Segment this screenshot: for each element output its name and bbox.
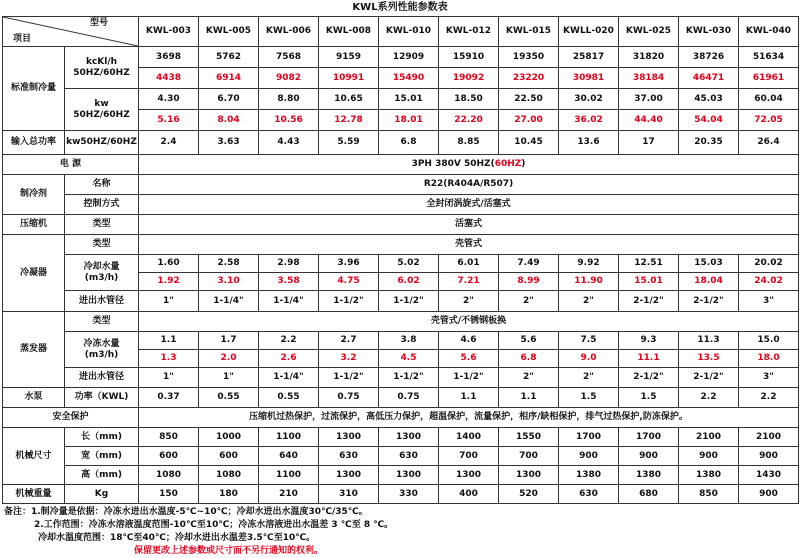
table-row bbox=[3, 155, 799, 175]
value-cell: 0.37 bbox=[139, 388, 199, 408]
value-cell: 1550 bbox=[499, 428, 559, 447]
note-1: 备注：1.制冷量是依据：冷冻水进出水温度-5℃~10℃；冷却水进出水温度30℃/35℃。 bbox=[4, 507, 368, 517]
model-header: KWL-040 bbox=[739, 17, 799, 47]
value-cell: 18.01 bbox=[379, 110, 439, 131]
value-cell: 1.1 bbox=[139, 332, 199, 350]
table-row bbox=[3, 131, 799, 155]
value-cell: 44.40 bbox=[619, 110, 679, 131]
value-cell: 9.3 bbox=[619, 332, 679, 350]
value-cell: 10.45 bbox=[499, 131, 559, 155]
value-cell: 680 bbox=[619, 485, 679, 504]
value-cell: 4.75 bbox=[319, 273, 379, 291]
unit-label: Kg bbox=[65, 485, 139, 504]
sub-label: 类型 bbox=[65, 235, 139, 255]
supply-end: ) bbox=[521, 159, 526, 169]
value-cell: 3" bbox=[739, 368, 799, 388]
value-cell: 31820 bbox=[619, 47, 679, 68]
value-cell: 2.2 bbox=[739, 388, 799, 408]
value-cell: 30981 bbox=[559, 68, 619, 89]
value-cell: 1.1 bbox=[439, 388, 499, 408]
value-cell: 61961 bbox=[739, 68, 799, 89]
value-cell: 11.1 bbox=[619, 350, 679, 368]
sub-label: 冷却水量 (m3/h) bbox=[65, 255, 139, 291]
value-cell: 4.43 bbox=[259, 131, 319, 155]
value-cell: 5.59 bbox=[319, 131, 379, 155]
value-cell: 23220 bbox=[499, 68, 559, 89]
value-cell: 6.8 bbox=[379, 131, 439, 155]
row-label: 电 源 bbox=[3, 155, 139, 175]
row-label: 机械重量 bbox=[3, 485, 65, 504]
table-row bbox=[3, 485, 799, 504]
value-cell: 1-1/2" bbox=[319, 368, 379, 388]
value-cell: 3.8 bbox=[379, 332, 439, 350]
value-cell: 12.51 bbox=[619, 255, 679, 273]
value-cell: 2-1/2" bbox=[619, 291, 679, 312]
value-cell: 1380 bbox=[619, 466, 679, 485]
value-cell: 2" bbox=[559, 291, 619, 312]
value-cell: 6.02 bbox=[379, 273, 439, 291]
value-cell: 60.04 bbox=[739, 89, 799, 110]
value-cell: 1-1/4" bbox=[259, 291, 319, 312]
value-cell: 10.65 bbox=[319, 89, 379, 110]
value-cell: 3.2 bbox=[319, 350, 379, 368]
value-cell: 3.10 bbox=[199, 273, 259, 291]
row-label: 蒸发器 bbox=[3, 312, 65, 388]
value-cell: 150 bbox=[139, 485, 199, 504]
sub-label: 进出水管径 bbox=[65, 291, 139, 312]
value-cell: 6.01 bbox=[439, 255, 499, 273]
value-cell: 1" bbox=[199, 368, 259, 388]
value-cell: 25817 bbox=[559, 47, 619, 68]
row-label: 输入总功率 bbox=[3, 131, 65, 155]
value-cell: 13.6 bbox=[559, 131, 619, 155]
sub-label: 冷冻水量 (m3/h) bbox=[65, 332, 139, 368]
value-cell: 15.01 bbox=[619, 273, 679, 291]
value-cell: 1300 bbox=[439, 466, 499, 485]
value-cell: 5.16 bbox=[139, 110, 199, 131]
value-cell: 7.21 bbox=[439, 273, 499, 291]
value-cell: 18.04 bbox=[679, 273, 739, 291]
value-cell: 1-1/4" bbox=[199, 291, 259, 312]
value-cell: 1-1/2" bbox=[379, 291, 439, 312]
value-cell: 1.5 bbox=[619, 388, 679, 408]
value-cell: 2.4 bbox=[139, 131, 199, 155]
table-row bbox=[3, 368, 799, 388]
value-cell: 36.02 bbox=[559, 110, 619, 131]
note-3: 冷却水温度范围：18℃至40℃；冷却水进出水温差3.5℃至10℃。 bbox=[38, 533, 316, 543]
value-cell: 6.8 bbox=[499, 350, 559, 368]
table-row bbox=[3, 388, 799, 408]
table-row bbox=[3, 47, 799, 68]
model-header: KWL-030 bbox=[679, 17, 739, 47]
value-cell: 5.6 bbox=[499, 332, 559, 350]
value-cell: 210 bbox=[259, 485, 319, 504]
value-cell: 900 bbox=[679, 447, 739, 466]
value-cell: 2100 bbox=[679, 428, 739, 447]
note-warning: 保留更改上述参数或尺寸而不另行通知的权利。 bbox=[134, 546, 324, 556]
value-cell: 180 bbox=[199, 485, 259, 504]
model-header: KWL-008 bbox=[319, 17, 379, 47]
value-cell: 15.03 bbox=[679, 255, 739, 273]
merged-value: 全封闭涡旋式/活塞式 bbox=[139, 195, 799, 215]
value-cell: 27.00 bbox=[499, 110, 559, 131]
sub-label: 宽（mm) bbox=[65, 447, 139, 466]
value-cell: 1100 bbox=[259, 428, 319, 447]
merged-value: 壳管式/不锈钢板换 bbox=[139, 312, 799, 332]
value-cell: 600 bbox=[139, 447, 199, 466]
row-label: 压缩机 bbox=[3, 215, 65, 235]
value-cell: 2-1/2" bbox=[679, 291, 739, 312]
value-cell: 11.3 bbox=[679, 332, 739, 350]
value-cell: 1000 bbox=[199, 428, 259, 447]
value-cell: 5.02 bbox=[379, 255, 439, 273]
supply-main: 3PH 380V 50HZ( bbox=[411, 159, 495, 169]
value-cell: 12909 bbox=[379, 47, 439, 68]
value-cell: 900 bbox=[739, 485, 799, 504]
model-header: KWL-010 bbox=[379, 17, 439, 47]
value-cell: 15.01 bbox=[379, 89, 439, 110]
value-cell: 5762 bbox=[199, 47, 259, 68]
value-cell: 15490 bbox=[379, 68, 439, 89]
value-cell: 54.04 bbox=[679, 110, 739, 131]
value-cell: 8.80 bbox=[259, 89, 319, 110]
value-cell: 38726 bbox=[679, 47, 739, 68]
value-cell: 1300 bbox=[379, 428, 439, 447]
value-cell: 7.5 bbox=[559, 332, 619, 350]
value-cell: 15910 bbox=[439, 47, 499, 68]
sub-label: 高（mm) bbox=[65, 466, 139, 485]
value-cell: 4438 bbox=[139, 68, 199, 89]
value-cell: 24.02 bbox=[739, 273, 799, 291]
value-cell: 2.2 bbox=[259, 332, 319, 350]
value-cell: 630 bbox=[319, 447, 379, 466]
table-row bbox=[3, 175, 799, 195]
value-cell: 3.96 bbox=[319, 255, 379, 273]
value-cell: 1080 bbox=[199, 466, 259, 485]
row-label: 机械尺寸 bbox=[3, 428, 65, 485]
value-cell: 2.6 bbox=[259, 350, 319, 368]
supply-alt-frequency: 60HZ bbox=[494, 159, 522, 169]
value-cell: 19092 bbox=[439, 68, 499, 89]
value-cell: 30.02 bbox=[559, 89, 619, 110]
value-cell: 700 bbox=[499, 447, 559, 466]
value-cell: 1-1/2" bbox=[319, 291, 379, 312]
page-title: KWL系列性能参数表 bbox=[352, 2, 448, 13]
table-row bbox=[3, 89, 799, 110]
value-cell: 72.05 bbox=[739, 110, 799, 131]
supply-value bbox=[139, 155, 799, 175]
row-label: 安全保护 bbox=[3, 408, 139, 428]
value-cell: 1380 bbox=[679, 466, 739, 485]
value-cell: 6914 bbox=[199, 68, 259, 89]
value-cell: 18.50 bbox=[439, 89, 499, 110]
value-cell: 10991 bbox=[319, 68, 379, 89]
row-label: 标准制冷量 bbox=[3, 47, 65, 131]
value-cell: 10.56 bbox=[259, 110, 319, 131]
item-header-label: 项目 bbox=[13, 34, 32, 44]
spec-table bbox=[2, 16, 799, 504]
value-cell: 37.00 bbox=[619, 89, 679, 110]
value-cell: 8.99 bbox=[499, 273, 559, 291]
value-cell: 700 bbox=[439, 447, 499, 466]
value-cell: 2-1/2" bbox=[619, 368, 679, 388]
value-cell: 9159 bbox=[319, 47, 379, 68]
value-cell: 1.1 bbox=[499, 388, 559, 408]
value-cell: 22.50 bbox=[499, 89, 559, 110]
value-cell: 310 bbox=[319, 485, 379, 504]
value-cell: 3" bbox=[739, 291, 799, 312]
unit-label: kcKl/h 50HZ/60HZ bbox=[65, 47, 139, 89]
value-cell: 520 bbox=[499, 485, 559, 504]
value-cell: 5.6 bbox=[439, 350, 499, 368]
value-cell: 1.92 bbox=[139, 273, 199, 291]
merged-value: 压缩机过热保护，过流保护，高低压力保护，超温保护，流量保护，相序/缺相保护，排气过热保护,防冻保护。 bbox=[139, 408, 799, 428]
header-diagonal-cell bbox=[3, 17, 139, 47]
value-cell: 9082 bbox=[259, 68, 319, 89]
model-header: KWL-025 bbox=[619, 17, 679, 47]
sub-label: 进出水管径 bbox=[65, 368, 139, 388]
value-cell: 1-1/2" bbox=[379, 368, 439, 388]
value-cell: 9.92 bbox=[559, 255, 619, 273]
model-header: KWL-005 bbox=[199, 17, 259, 47]
value-cell: 9.0 bbox=[559, 350, 619, 368]
value-cell: 20.02 bbox=[739, 255, 799, 273]
value-cell: 1700 bbox=[619, 428, 679, 447]
value-cell: 2" bbox=[499, 368, 559, 388]
value-cell: 19350 bbox=[499, 47, 559, 68]
model-header-label: 型号 bbox=[89, 18, 108, 28]
note-2: 2.工作范围：冷冻水溶液温度范围-10℃至10℃；冷冻水溶液进出水温差 3 ℃至 8 ℃。 bbox=[34, 520, 394, 530]
value-cell: 2" bbox=[439, 291, 499, 312]
model-header: KWLL-020 bbox=[559, 17, 619, 47]
value-cell: 900 bbox=[739, 447, 799, 466]
unit-label: kw50HZ/60HZ bbox=[65, 131, 139, 155]
notes bbox=[4, 506, 800, 558]
value-cell: 1300 bbox=[499, 466, 559, 485]
value-cell: 1430 bbox=[739, 466, 799, 485]
value-cell: 3.58 bbox=[259, 273, 319, 291]
model-header: KWL-003 bbox=[139, 17, 199, 47]
merged-value: 活塞式 bbox=[139, 215, 799, 235]
value-cell: 1" bbox=[139, 368, 199, 388]
value-cell: 0.55 bbox=[259, 388, 319, 408]
value-cell: 3.63 bbox=[199, 131, 259, 155]
value-cell: 18.0 bbox=[739, 350, 799, 368]
value-cell: 0.55 bbox=[199, 388, 259, 408]
value-cell: 1080 bbox=[139, 466, 199, 485]
value-cell: 7.49 bbox=[499, 255, 559, 273]
value-cell: 11.90 bbox=[559, 273, 619, 291]
sub-label: 长（mm) bbox=[65, 428, 139, 447]
unit-label: 功率（KWL) bbox=[65, 388, 139, 408]
value-cell: 6.70 bbox=[199, 89, 259, 110]
value-cell: 46471 bbox=[679, 68, 739, 89]
value-cell: 640 bbox=[259, 447, 319, 466]
table-row bbox=[3, 235, 799, 255]
table-row bbox=[3, 332, 799, 350]
table-row bbox=[3, 312, 799, 332]
value-cell: 38184 bbox=[619, 68, 679, 89]
value-cell: 0.75 bbox=[319, 388, 379, 408]
value-cell: 1300 bbox=[319, 466, 379, 485]
value-cell: 15.0 bbox=[739, 332, 799, 350]
value-cell: 4.6 bbox=[439, 332, 499, 350]
value-cell: 1" bbox=[139, 291, 199, 312]
value-cell: 1.7 bbox=[199, 332, 259, 350]
value-cell: 2" bbox=[499, 291, 559, 312]
value-cell: 17 bbox=[619, 131, 679, 155]
value-cell: 850 bbox=[679, 485, 739, 504]
value-cell: 1.5 bbox=[559, 388, 619, 408]
value-cell: 2.7 bbox=[319, 332, 379, 350]
row-label: 水泵 bbox=[3, 388, 65, 408]
row-label: 冷凝器 bbox=[3, 235, 65, 312]
value-cell: 2" bbox=[559, 368, 619, 388]
value-cell: 630 bbox=[379, 447, 439, 466]
value-cell: 1.60 bbox=[139, 255, 199, 273]
sub-label: 控制方式 bbox=[65, 195, 139, 215]
value-cell: 900 bbox=[559, 447, 619, 466]
model-header: KWL-006 bbox=[259, 17, 319, 47]
merged-value: 壳管式 bbox=[139, 235, 799, 255]
value-cell: 0.75 bbox=[379, 388, 439, 408]
table-row bbox=[3, 17, 799, 47]
value-cell: 400 bbox=[439, 485, 499, 504]
value-cell: 600 bbox=[199, 447, 259, 466]
value-cell: 330 bbox=[379, 485, 439, 504]
value-cell: 51634 bbox=[739, 47, 799, 68]
value-cell: 13.5 bbox=[679, 350, 739, 368]
table-row bbox=[3, 291, 799, 312]
model-header: KWL-015 bbox=[499, 17, 559, 47]
value-cell: 2100 bbox=[739, 428, 799, 447]
table-row bbox=[3, 447, 799, 466]
value-cell: 45.03 bbox=[679, 89, 739, 110]
merged-value: R22(R404A/R507) bbox=[139, 175, 799, 195]
value-cell: 1400 bbox=[439, 428, 499, 447]
value-cell: 900 bbox=[619, 447, 679, 466]
value-cell: 3698 bbox=[139, 47, 199, 68]
value-cell: 26.4 bbox=[739, 131, 799, 155]
table-row bbox=[3, 428, 799, 447]
value-cell: 1700 bbox=[559, 428, 619, 447]
value-cell: 2.2 bbox=[679, 388, 739, 408]
value-cell: 2.98 bbox=[259, 255, 319, 273]
value-cell: 8.85 bbox=[439, 131, 499, 155]
value-cell: 20.35 bbox=[679, 131, 739, 155]
value-cell: 4.5 bbox=[379, 350, 439, 368]
value-cell: 7568 bbox=[259, 47, 319, 68]
sub-label: 类型 bbox=[65, 215, 139, 235]
value-cell: 22.20 bbox=[439, 110, 499, 131]
value-cell: 2-1/2" bbox=[679, 368, 739, 388]
value-cell: 1380 bbox=[559, 466, 619, 485]
sub-label: 名称 bbox=[65, 175, 139, 195]
model-header: KWL-012 bbox=[439, 17, 499, 47]
row-label: 制冷剂 bbox=[3, 175, 65, 215]
table-row bbox=[3, 255, 799, 273]
table-row bbox=[3, 195, 799, 215]
table-row bbox=[3, 466, 799, 485]
value-cell: 4.30 bbox=[139, 89, 199, 110]
value-cell: 1100 bbox=[259, 466, 319, 485]
table-row bbox=[3, 408, 799, 428]
unit-label: kw 50HZ/60HZ bbox=[65, 89, 139, 131]
value-cell: 1-1/2" bbox=[439, 368, 499, 388]
value-cell: 12.78 bbox=[319, 110, 379, 131]
sub-label: 类型 bbox=[65, 312, 139, 332]
value-cell: 630 bbox=[559, 485, 619, 504]
value-cell: 2.58 bbox=[199, 255, 259, 273]
value-cell: 2.0 bbox=[199, 350, 259, 368]
value-cell: 1.3 bbox=[139, 350, 199, 368]
table-row bbox=[3, 215, 799, 235]
value-cell: 850 bbox=[139, 428, 199, 447]
value-cell: 1-1/4" bbox=[259, 368, 319, 388]
value-cell: 1300 bbox=[379, 466, 439, 485]
value-cell: 1300 bbox=[319, 428, 379, 447]
value-cell: 8.04 bbox=[199, 110, 259, 131]
